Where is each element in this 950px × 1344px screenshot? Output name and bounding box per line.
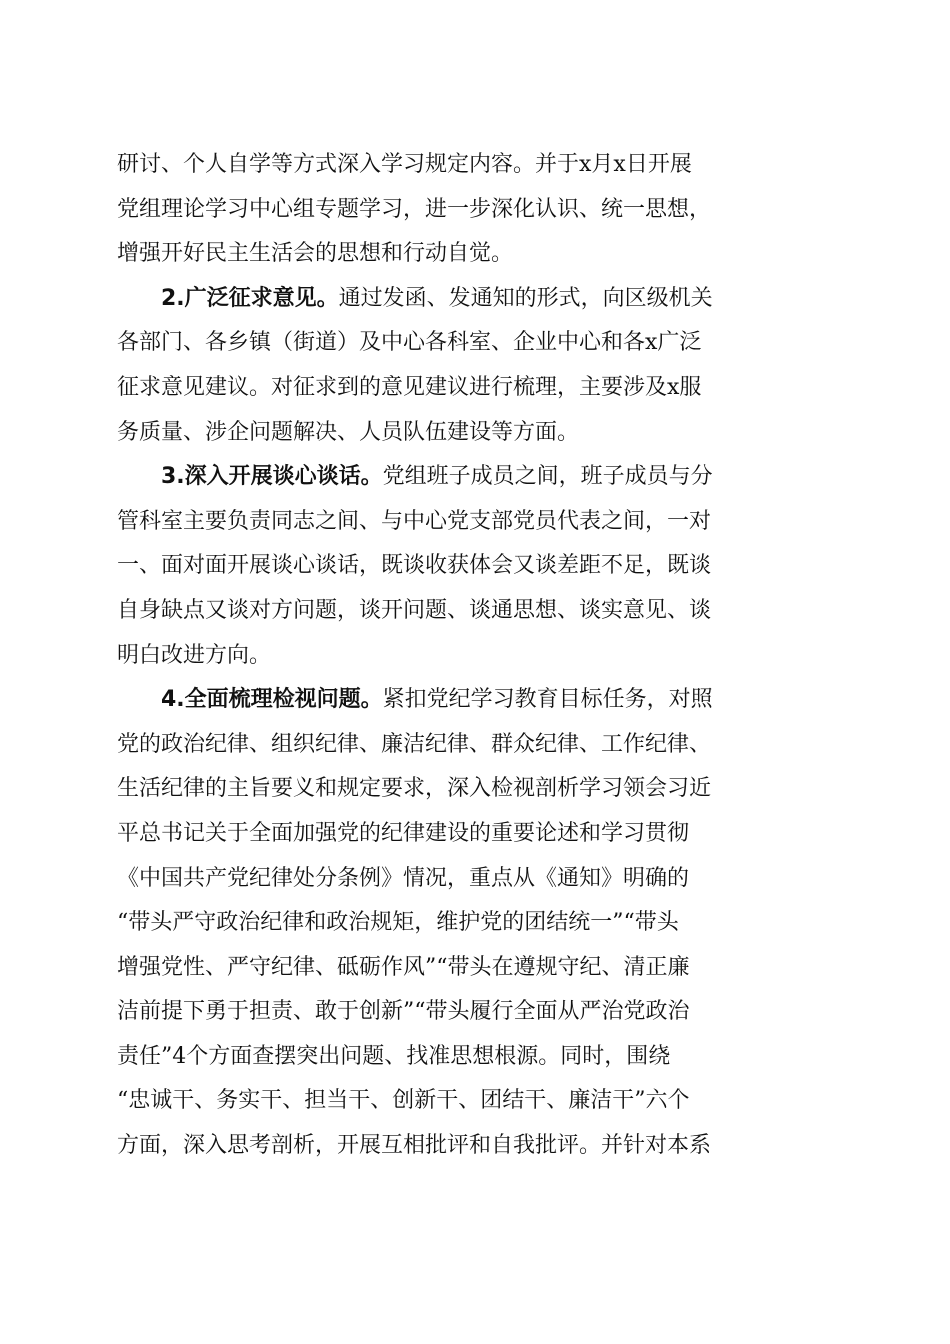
section-heading: 3.深入开展谈心谈话。 <box>161 464 383 490</box>
text-line: 增强开好民主生活会的思想和行动自觉。 <box>117 241 514 267</box>
text-line: 自身缺点又谈对方问题，谈开问题、谈通思想、谈实意见、谈 <box>117 597 712 623</box>
text-line: 《中国共产党纪律处分条例》情况，重点从《通知》明确的 <box>117 865 690 891</box>
text-line: 方面，深入思考剖析，开展互相批评和自我批评。并针对本系 <box>117 1133 712 1159</box>
text-line: 务质量、涉企问题解决、人员队伍建设等方面。 <box>117 419 580 445</box>
text-line: 平总书记关于全面加强党的纪律建设的重要论述和学习贯彻 <box>117 820 690 846</box>
text-line: 生活纪律的主旨要义和规定要求，深入检视剖析学习领会习近 <box>117 776 712 802</box>
text-line: 研讨、个人自学等方式深入学习规定内容。并于x月x日开展 <box>117 152 692 177</box>
text-line: 责任”4个方面查摆突出问题、找准思想根源。同时，围绕 <box>117 1043 671 1069</box>
text-line: “忠诚干、务实干、担当干、创新干、团结干、廉洁干”六个 <box>117 1088 690 1114</box>
paragraph-2-first-line <box>117 277 817 322</box>
text-run: 通过发函、发通知的形式，向区级机关 <box>338 285 713 311</box>
text-line: 管科室主要负责同志之间、与中心党支部党员代表之间，一对 <box>117 508 712 534</box>
text-run: 紧扣党纪学习教育目标任务，对照 <box>382 687 713 713</box>
text-line: 一、面对面开展谈心谈话，既谈收获体会又谈差距不足，既谈 <box>117 553 712 579</box>
text-line: 洁前提下勇于担责、敢于创新”“带头履行全面从严治党政治 <box>117 999 690 1025</box>
body-text <box>117 143 817 1169</box>
text-line: “带头严守政治纪律和政治规矩，维护党的团结统一”“带头 <box>117 910 679 936</box>
text-line: 党组理论学习中心组专题学习，进一步深化认识、统一思想， <box>117 196 712 222</box>
text-line: 增强党性、严守纪律、砥砺作风”“带头在遵规守纪、清正廉 <box>117 954 690 980</box>
text-line: 明白改进方向。 <box>117 642 272 668</box>
paragraph-4-first-line <box>117 678 817 723</box>
paragraph-3-first-line <box>117 455 817 500</box>
section-heading: 2.广泛征求意见。 <box>161 285 339 311</box>
text-line: 党的政治纪律、组织纪律、廉洁纪律、群众纪律、工作纪律、 <box>117 731 712 757</box>
text-line: 各部门、各乡镇（街道）及中心各科室、企业中心和各x广泛 <box>117 330 702 356</box>
text-run: 党组班子成员之间，班子成员与分 <box>382 464 713 490</box>
section-heading: 4.全面梳理检视问题。 <box>161 687 383 713</box>
text-line: 征求意见建议。对征求到的意见建议进行梳理，主要涉及x服 <box>117 374 702 400</box>
